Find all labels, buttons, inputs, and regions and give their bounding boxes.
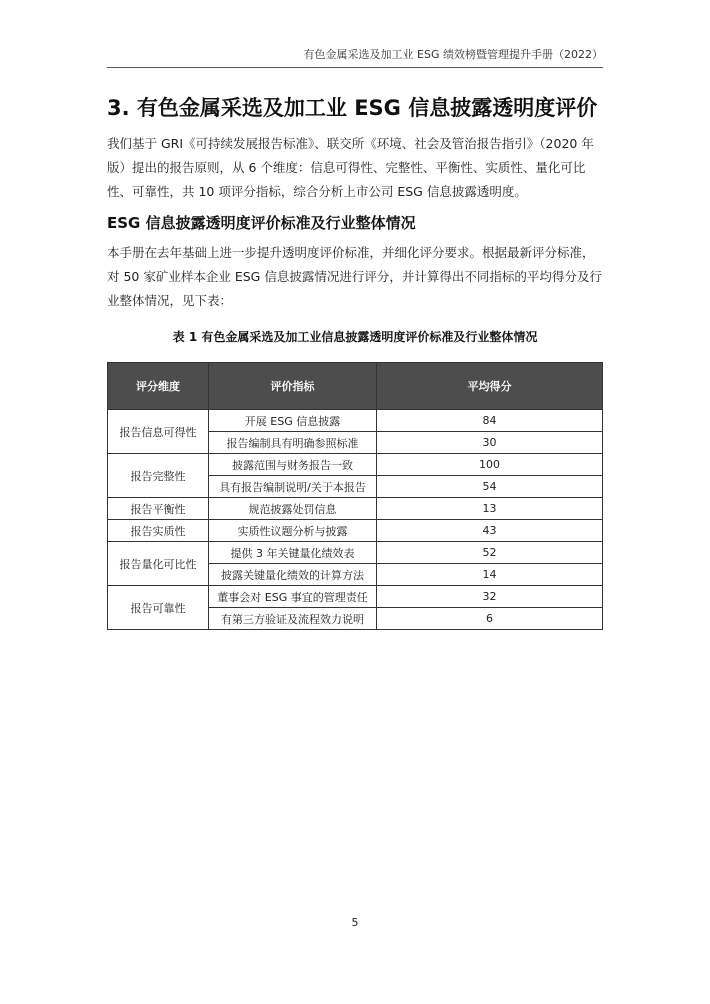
indicator-cell: 董事会对 ESG 事宜的管理责任 xyxy=(209,586,377,608)
score-cell: 32 xyxy=(377,586,603,608)
indicator-cell: 实质性议题分析与披露 xyxy=(209,520,377,542)
table-row xyxy=(108,586,603,608)
score-cell: 43 xyxy=(377,520,603,542)
indicator-cell: 披露关键量化绩效的计算方法 xyxy=(209,564,377,586)
indicator-cell: 规范披露处罚信息 xyxy=(209,498,377,520)
dimension-cell: 报告实质性 xyxy=(108,520,209,542)
score-cell: 100 xyxy=(377,454,603,476)
page-number: 5 xyxy=(351,916,359,929)
table-row xyxy=(108,454,603,476)
score-cell: 13 xyxy=(377,498,603,520)
section-title: 3. 有色金属采选及加工业 ESG 信息披露透明度评价 xyxy=(107,96,598,120)
score-cell: 30 xyxy=(377,432,603,454)
dimension-cell: 报告可靠性 xyxy=(108,586,209,630)
dimension-cell: 报告信息可得性 xyxy=(108,410,209,454)
indicator-cell: 有第三方验证及流程效力说明 xyxy=(209,608,377,630)
transparency-table xyxy=(107,362,603,630)
table-row xyxy=(108,520,603,542)
header-divider xyxy=(107,67,603,68)
intro-paragraph: 我们基于 GRI《可持续发展报告标准》、联交所《环境、社会及管治报告指引》（2020 年版）提出的报告原则，从 6 个维度：信息可得性、完整性、平衡性、实质性、量化可比性、可靠性，共 10 项评分指标，综合分析上市公司 ESG 信息披露透明度。 xyxy=(107,136,594,199)
score-cell: 6 xyxy=(377,608,603,630)
indicator-cell: 开展 ESG 信息披露 xyxy=(209,410,377,432)
table-row xyxy=(108,410,603,432)
table-caption: 表 1 有色金属采选及加工业信息披露透明度评价标准及行业整体情况 xyxy=(172,330,538,344)
header-dimension: 评分维度 xyxy=(108,363,209,410)
header-indicator: 评价指标 xyxy=(209,363,377,410)
dimension-cell: 报告平衡性 xyxy=(108,498,209,520)
table-row xyxy=(108,542,603,564)
subsection-title: ESG 信息披露透明度评价标准及行业整体情况 xyxy=(107,214,416,232)
header-score: 平均得分 xyxy=(377,363,603,410)
table-row xyxy=(108,498,603,520)
body-paragraph: 本手册在去年基础上进一步提升透明度评价标准，并细化评分要求。根据最新评分标准，对 50 家矿业样本企业 ESG 信息披露情况进行评分，并计算得出不同指标的平均得分及行业整体情况，见下表： xyxy=(107,245,602,308)
table-header-row xyxy=(108,363,603,410)
running-header: 有色金属采选及加工业 ESG 绩效榜暨管理提升手册（2022） xyxy=(303,48,603,61)
dimension-cell: 报告完整性 xyxy=(108,454,209,498)
indicator-cell: 提供 3 年关键量化绩效表 xyxy=(209,542,377,564)
score-cell: 54 xyxy=(377,476,603,498)
indicator-cell: 报告编制具有明确参照标准 xyxy=(209,432,377,454)
score-cell: 14 xyxy=(377,564,603,586)
score-cell: 84 xyxy=(377,410,603,432)
score-cell: 52 xyxy=(377,542,603,564)
dimension-cell: 报告量化可比性 xyxy=(108,542,209,586)
indicator-cell: 披露范围与财务报告一致 xyxy=(209,454,377,476)
indicator-cell: 具有报告编制说明/关于本报告 xyxy=(209,476,377,498)
